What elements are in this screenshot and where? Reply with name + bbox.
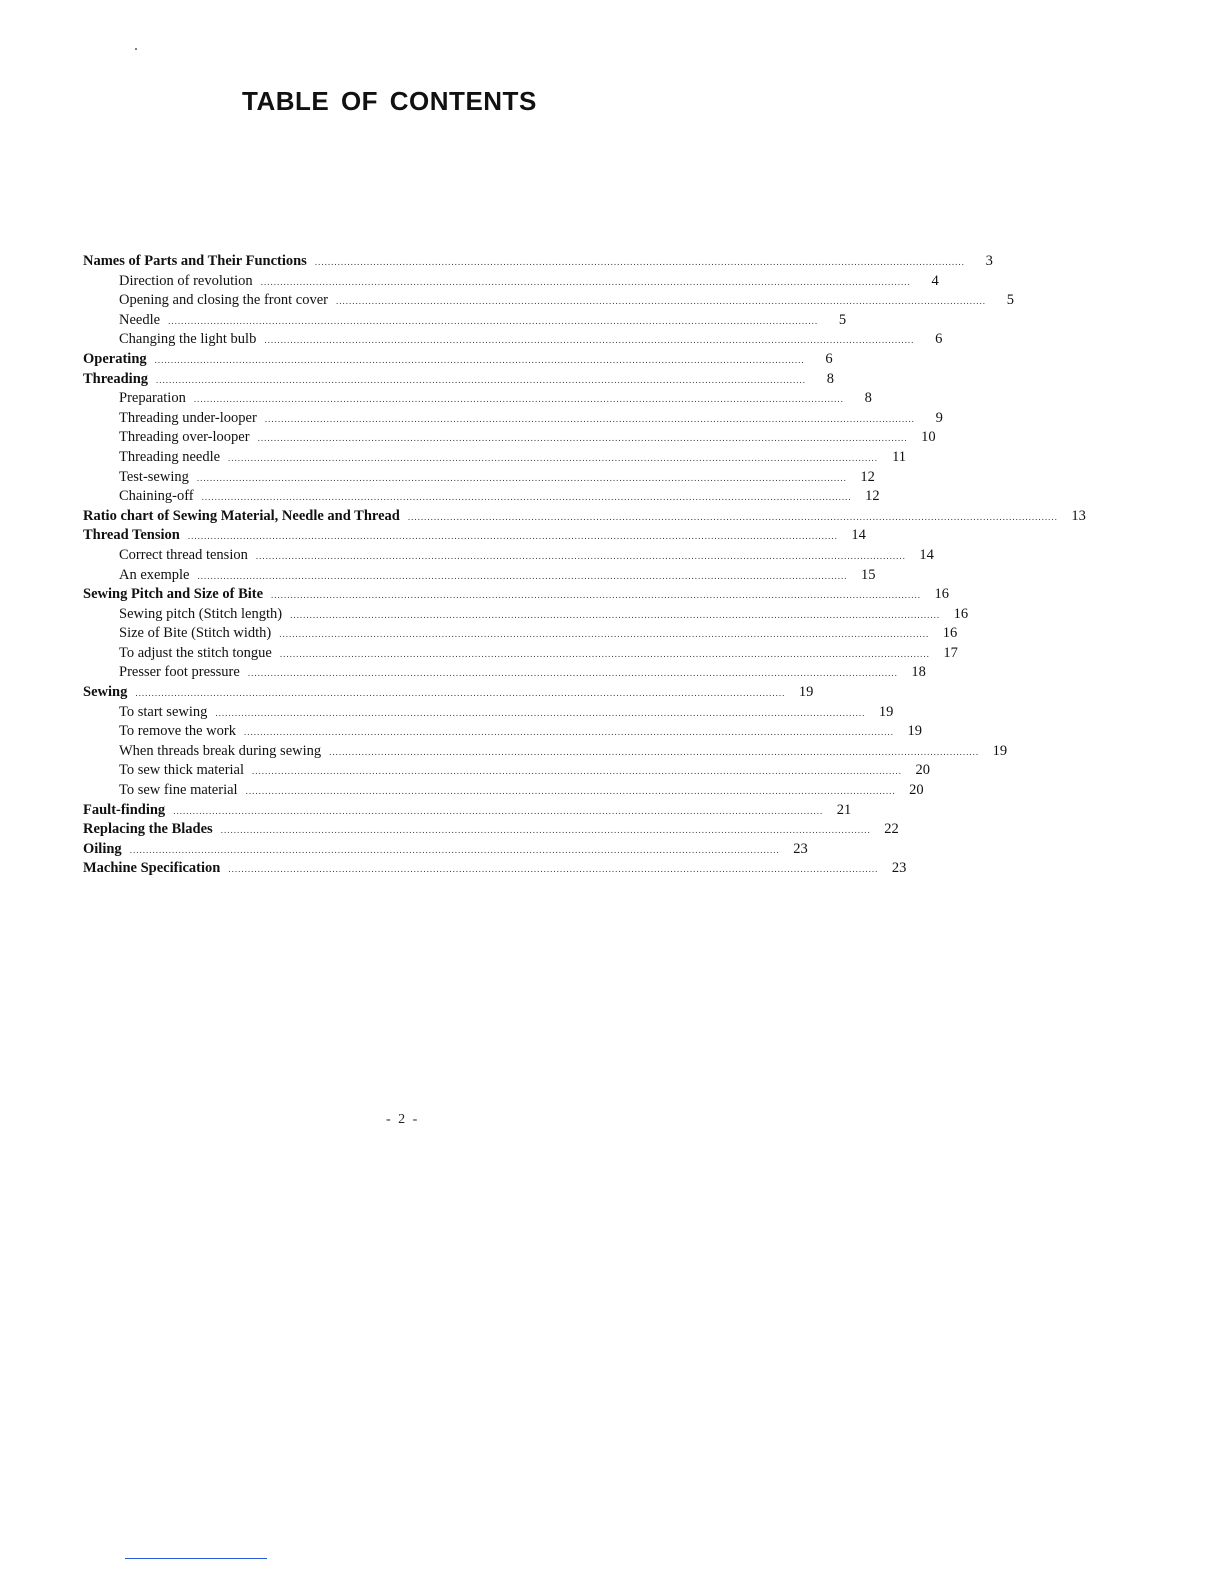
dot-leader: ........................................................................................................................................................................................................ <box>215 707 866 718</box>
dot-leader: ........................................................................................................................................................................................................ <box>228 452 879 463</box>
toc-entry-page: 4 <box>931 272 939 289</box>
toc-entry-label: Thread Tension <box>83 527 180 544</box>
toc-entry[interactable] <box>83 703 894 723</box>
toc-entry[interactable] <box>83 605 969 625</box>
toc-entry-page: 15 <box>860 566 876 583</box>
toc-entry[interactable] <box>83 448 907 468</box>
toc-entry[interactable] <box>83 820 899 840</box>
dot-leader: ........................................................................................................................................................................................................ <box>193 394 844 405</box>
toc-entry[interactable] <box>83 663 926 683</box>
toc-entry-page: 9 <box>935 409 943 426</box>
toc-entry-page: 12 <box>860 468 875 485</box>
toc-entry-page: 14 <box>919 546 934 563</box>
dot-leader: ........................................................................................................................................................................................................ <box>335 296 986 307</box>
toc-entry[interactable] <box>83 291 1014 311</box>
toc-entry-label: Operating <box>83 350 147 367</box>
toc-entry-label: Sewing <box>83 684 128 701</box>
toc-entry[interactable] <box>83 546 934 566</box>
toc-entry-label: Oiling <box>83 840 122 857</box>
toc-entry-label: Chaining-off <box>119 488 194 505</box>
toc-entry-label: Threading needle <box>119 448 221 465</box>
toc-entry[interactable] <box>83 683 814 703</box>
dot-leader: ........................................................................................................................................................................................................ <box>135 688 786 699</box>
toc-entry[interactable] <box>83 252 993 272</box>
dot-leader: ........................................................................................................................................................................................................ <box>271 590 922 601</box>
toc-entry-page: 14 <box>851 527 866 544</box>
toc-entry-label: Presser foot pressure <box>119 664 240 681</box>
dot-leader: ........................................................................................................................................................................................................ <box>314 257 965 267</box>
toc-entry-page: 5 <box>1006 292 1014 309</box>
toc-entry-label: Threading over-looper <box>119 429 250 446</box>
toc-entry-label: Names of Parts and Their Functions <box>83 253 307 269</box>
toc-entry-label: Size of Bite (Stitch width) <box>119 625 272 642</box>
toc-entry[interactable] <box>83 487 880 507</box>
toc-entry[interactable] <box>83 350 833 370</box>
toc-entry-page: 19 <box>878 703 894 720</box>
toc-entry[interactable] <box>83 566 876 586</box>
toc-entry-page: 8 <box>826 370 835 387</box>
toc-entry-page: 19 <box>907 723 922 740</box>
toc-entry[interactable] <box>83 468 875 488</box>
dot-leader: ........................................................................................................................................................................................................ <box>329 746 980 757</box>
toc-entry[interactable] <box>83 330 943 350</box>
toc-entry[interactable] <box>83 859 907 879</box>
dot-leader: ........................................................................................................................................................................................................ <box>243 727 894 738</box>
toc-entry-page: 18 <box>911 664 926 681</box>
toc-entry-label: Test-sewing <box>119 468 189 485</box>
toc-entry-label: To adjust the stitch tongue <box>119 644 272 661</box>
bottom-rule <box>125 1558 267 1559</box>
toc-entry-label: To sew thick material <box>119 762 245 779</box>
toc-entry-label: Threading under-looper <box>119 409 257 426</box>
dot-leader: ........................................................................................................................................................................................................ <box>290 609 941 620</box>
toc-entry-label: An exemple <box>119 566 190 583</box>
toc-entry[interactable] <box>83 644 958 664</box>
toc-entry-label: Changing the light bulb <box>119 331 257 348</box>
dot-leader: ........................................................................................................................................................................................................ <box>260 276 911 287</box>
toc-entry-label: To sew fine material <box>119 782 238 799</box>
dot-leader: ........................................................................................................................................................................................................ <box>154 354 805 365</box>
toc-entry-page: 20 <box>909 782 924 799</box>
toc-entry-page: 22 <box>884 821 899 838</box>
toc-entry-page: 3 <box>985 253 993 269</box>
dot-leader: ........................................................................................................................................................................................................ <box>279 648 930 659</box>
toc-entry-page: 11 <box>892 448 907 465</box>
toc-entry-page: 21 <box>836 801 852 818</box>
toc-entry-label: To remove the work <box>119 723 236 740</box>
dot-leader: ........................................................................................................................................................................................................ <box>173 805 824 816</box>
page-title: TABLE OF CONTENTS <box>242 86 537 116</box>
toc-entry[interactable] <box>83 389 872 409</box>
toc-entry[interactable] <box>83 801 852 821</box>
dot-leader: ........................................................................................................................................................................................................ <box>264 413 915 424</box>
toc-entry-page: 23 <box>891 860 907 877</box>
dot-leader: ........................................................................................................................................................................................................ <box>168 315 819 326</box>
page-number: - 2 - <box>386 1112 420 1127</box>
toc-entry-page: 6 <box>825 350 833 367</box>
toc-entry[interactable] <box>83 272 939 292</box>
toc-entry[interactable] <box>83 526 866 546</box>
dot-leader: ........................................................................................................................................................................................................ <box>220 825 871 836</box>
toc-entry[interactable] <box>83 428 936 448</box>
toc-entry-label: Ratio chart of Sewing Material, Needle and Thread <box>83 507 400 524</box>
toc-entry-label: Sewing pitch (Stitch length) <box>119 605 283 622</box>
toc-entry-page: 16 <box>934 586 950 603</box>
dot-leader: ........................................................................................................................................................................................................ <box>197 570 848 581</box>
toc-entry-label: Fault-finding <box>83 801 166 818</box>
toc-entry[interactable] <box>83 370 835 390</box>
toc-entry-page: 6 <box>935 331 943 348</box>
toc-entry-label: Correct thread tension <box>119 546 248 563</box>
toc-entry[interactable] <box>83 742 1008 762</box>
toc-entry[interactable] <box>83 722 922 742</box>
dot-leader: ........................................................................................................................................................................................................ <box>255 550 906 561</box>
dot-leader: ........................................................................................................................................................................................................ <box>156 374 807 385</box>
toc-entry-label: Preparation <box>119 390 186 407</box>
scan-speck <box>135 48 137 50</box>
toc-entry-page: 8 <box>864 390 872 407</box>
toc-entry[interactable] <box>83 761 931 781</box>
toc-entry-page: 19 <box>992 742 1008 759</box>
toc-entry[interactable] <box>83 585 950 605</box>
dot-leader: ........................................................................................................................................................................................................ <box>245 786 896 797</box>
dot-leader: ........................................................................................................................................................................................................ <box>257 433 908 444</box>
dot-leader: ........................................................................................................................................................................................................ <box>247 668 898 679</box>
dot-leader: ........................................................................................................................................................................................................ <box>252 766 903 777</box>
toc-entry-page: 16 <box>942 625 958 642</box>
toc-entry-label: When threads break during sewing <box>119 742 322 759</box>
toc-entry-label: Opening and closing the front cover <box>119 292 328 309</box>
dot-leader: ........................................................................................................................................................................................................ <box>264 335 915 346</box>
toc-entry-label: Direction of revolution <box>119 272 253 289</box>
toc-entry[interactable] <box>83 311 847 331</box>
toc-entry-page: 12 <box>865 488 880 505</box>
toc-entry[interactable] <box>83 781 924 801</box>
toc-entry-page: 16 <box>953 605 969 622</box>
toc-entry-page: 17 <box>943 644 958 661</box>
dot-leader: ........................................................................................................................................................................................................ <box>187 531 838 542</box>
toc-entry-page: 20 <box>915 762 931 779</box>
dot-leader: ........................................................................................................................................................................................................ <box>201 492 852 503</box>
dot-leader: ........................................................................................................................................................................................................ <box>196 472 847 483</box>
toc-entry-label: Needle <box>119 311 161 328</box>
toc-entry[interactable] <box>83 624 958 644</box>
toc-entry[interactable] <box>83 840 808 860</box>
toc-entry-page: 13 <box>1071 507 1086 524</box>
dot-leader: ........................................................................................................................................................................................................ <box>129 844 780 855</box>
toc-entry-page: 5 <box>838 311 847 328</box>
toc-entry[interactable] <box>83 409 943 429</box>
dot-leader: ........................................................................................................................................................................................................ <box>279 629 930 640</box>
table-of-contents <box>83 252 1086 879</box>
toc-entry-label: Machine Specification <box>83 860 221 877</box>
toc-entry-page: 23 <box>793 840 808 857</box>
toc-entry-label: Replacing the Blades <box>83 821 213 838</box>
toc-entry-page: 19 <box>798 684 814 701</box>
toc-entry-label: To start sewing <box>119 703 208 720</box>
toc-entry-label: Threading <box>83 370 149 387</box>
toc-entry-page: 10 <box>921 429 936 446</box>
toc-entry-label: Sewing Pitch and Size of Bite <box>83 586 264 603</box>
dot-leader: ........................................................................................................................................................................................................ <box>407 511 1058 522</box>
dot-leader: ........................................................................................................................................................................................................ <box>228 864 879 875</box>
toc-entry[interactable] <box>83 507 1086 527</box>
